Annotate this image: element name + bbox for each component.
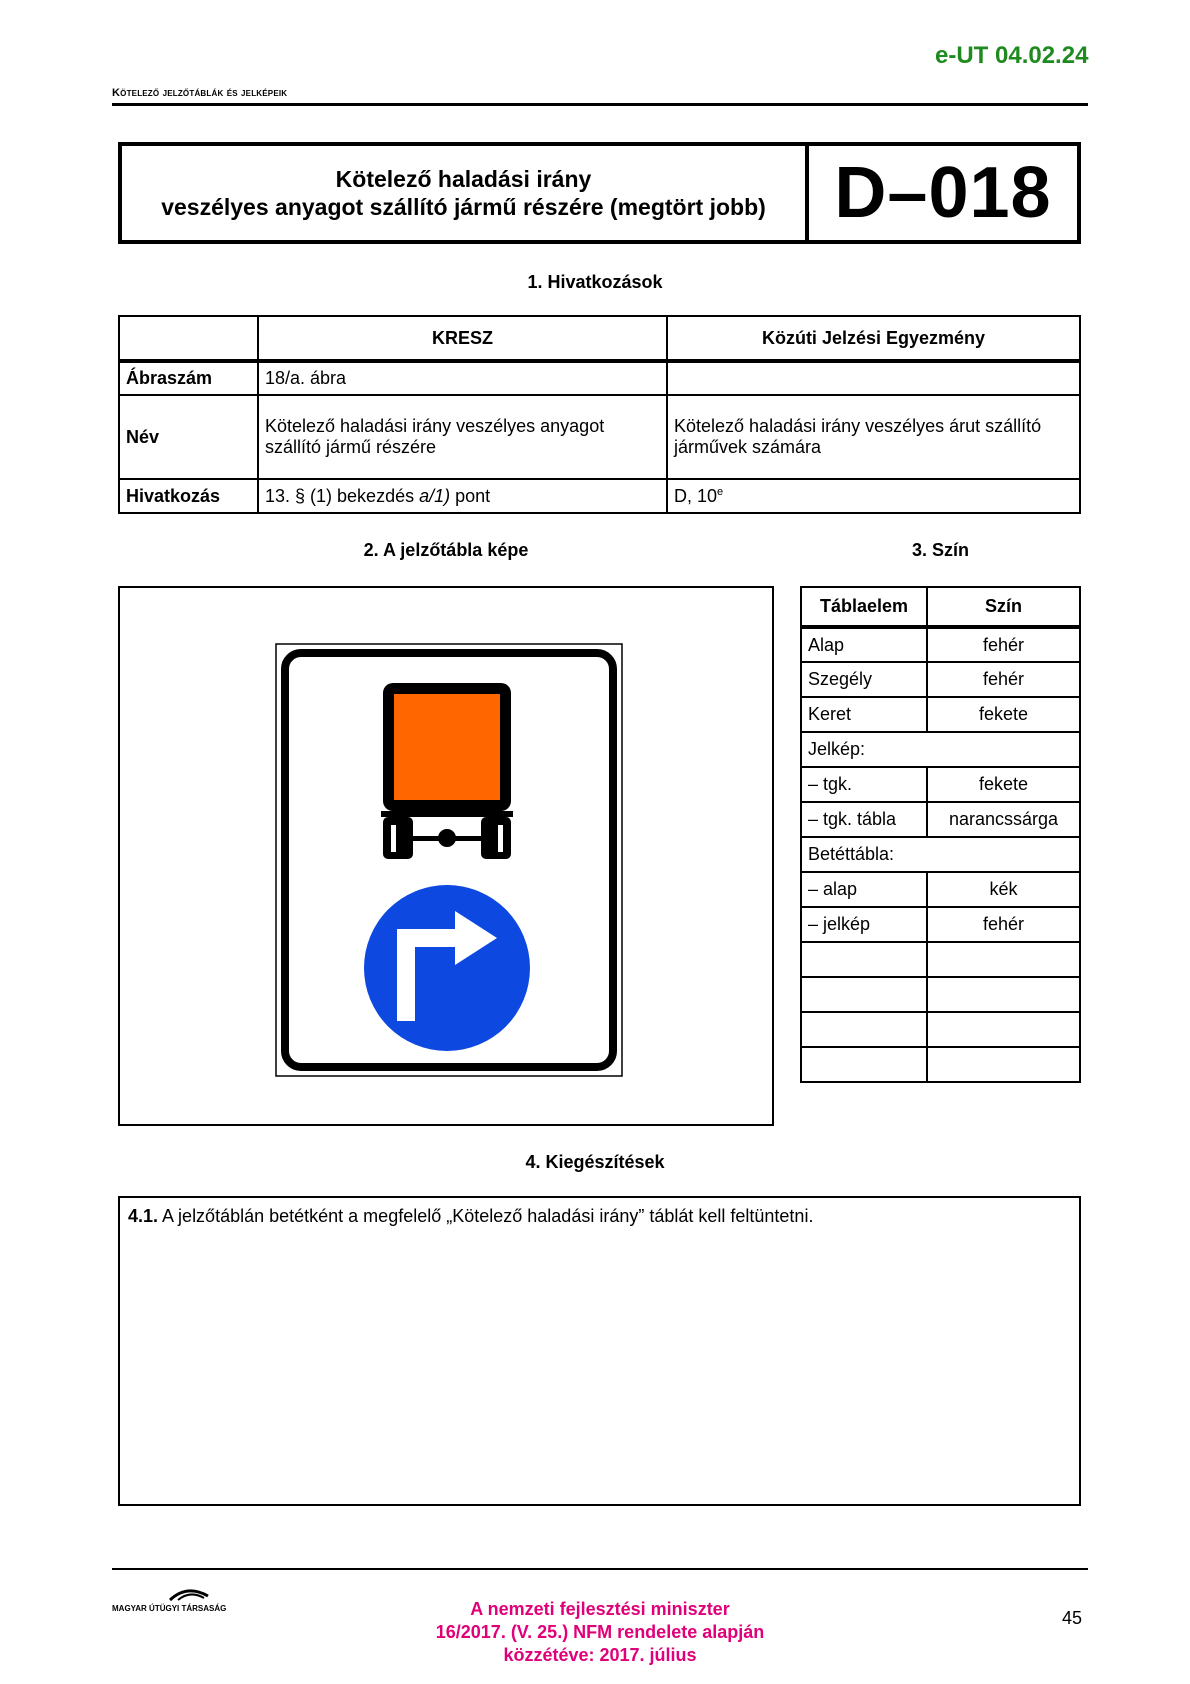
elem-cell: – alap <box>801 872 927 907</box>
logo-road-icon <box>112 1586 272 1614</box>
kje-ref-sup: e <box>717 485 724 498</box>
footer-line-2: 16/2017. (V. 25.) NFM rendelete alapján <box>435 1622 765 1642</box>
header-color: Szín <box>927 587 1080 627</box>
section-2-heading: 2. A jelzőtábla képe <box>363 540 529 560</box>
table-row <box>801 837 1080 872</box>
table-row <box>801 627 1080 662</box>
table-row <box>801 732 1080 767</box>
note-text: A jelzőtáblán betétként a megfelelő „Kötelező haladási irány” táblát kell feltüntetni. <box>158 1206 814 1226</box>
row-label: Név <box>119 395 258 479</box>
header-rule <box>112 103 1088 106</box>
cell-kresz: Kötelező haladási irány veszélyes anyagot szállító jármű részére <box>258 395 667 479</box>
footer-line-3: közzétéve: 2017. július <box>503 1645 697 1665</box>
sign-image <box>275 643 623 1077</box>
elem-cell: – jelkép <box>801 907 927 942</box>
color-cell: kék <box>927 872 1080 907</box>
table-row <box>801 977 1080 1012</box>
table-row <box>119 479 1080 513</box>
color-cell: fehér <box>927 907 1080 942</box>
sign-code: D–018 <box>834 153 1052 233</box>
section-1-heading: 1. Hivatkozások <box>527 272 663 292</box>
elem-cell: Szegély <box>801 662 927 697</box>
title-box <box>118 142 1081 244</box>
truck-rear-icon <box>381 683 513 859</box>
color-cell <box>927 942 1080 977</box>
elem-cell: Keret <box>801 697 927 732</box>
row-label: Ábraszám <box>119 361 258 395</box>
kje-ref: D, 10 <box>674 485 718 506</box>
kresz-ref-pre: 13. § (1) bekezdés <box>265 485 420 506</box>
color-cell: fekete <box>927 767 1080 802</box>
table-header-row <box>119 316 1080 361</box>
footer-logo <box>112 1586 272 1619</box>
table-row <box>801 872 1080 907</box>
table-row <box>801 942 1080 977</box>
orange-panel <box>394 694 500 800</box>
references-table <box>118 315 1081 514</box>
running-title: Kötelező jelzőtáblák és jelképeik <box>112 87 288 99</box>
color-cell: fekete <box>927 697 1080 732</box>
header-empty <box>119 316 258 361</box>
table-row <box>801 1047 1080 1082</box>
header-elem: Táblaelem <box>801 587 927 627</box>
header-kje: Közúti Jelzési Egyezmény <box>667 316 1080 361</box>
elem-cell <box>801 942 927 977</box>
table-row <box>801 662 1080 697</box>
elem-cell: – tgk. tábla <box>801 802 927 837</box>
kresz-ref-italic: a/1) <box>419 485 451 506</box>
logo-text: MAGYAR ÚTÜGYI TÁRSASÁG <box>112 1604 227 1613</box>
cell-kresz <box>258 479 667 513</box>
table-row <box>801 1012 1080 1047</box>
sign-image-box <box>118 586 774 1126</box>
table-row <box>119 395 1080 479</box>
table-row <box>801 697 1080 732</box>
elem-cell <box>801 1047 927 1082</box>
title-line-1: Kötelező haladási irány <box>335 166 592 192</box>
kresz-ref-post: pont <box>450 485 491 506</box>
color-cell <box>927 1047 1080 1082</box>
group-cell: Betéttábla: <box>801 837 1080 872</box>
table-header-row <box>801 587 1080 627</box>
footer-line-1: A nemzeti fejlesztési miniszter <box>470 1599 730 1619</box>
cell-kresz: 18/a. ábra <box>258 361 667 395</box>
table-row <box>801 802 1080 837</box>
footer-rule <box>112 1568 1088 1570</box>
color-cell: narancssárga <box>927 802 1080 837</box>
notes-box <box>118 1196 1081 1506</box>
elem-cell: – tgk. <box>801 767 927 802</box>
color-table <box>800 586 1081 1083</box>
document-id: e-UT 04.02.24 <box>935 42 1089 69</box>
table-row <box>801 907 1080 942</box>
group-cell: Jelkép: <box>801 732 1080 767</box>
note-number: 4.1. <box>128 1206 159 1226</box>
section-3-heading: 3. Szín <box>911 540 969 560</box>
elem-cell <box>801 977 927 1012</box>
table-row <box>119 361 1080 395</box>
color-cell: fehér <box>927 627 1080 662</box>
title-text <box>122 146 809 240</box>
row-label: Hivatkozás <box>119 479 258 513</box>
page-number: 45 <box>1062 1608 1083 1628</box>
footer-publication <box>380 1598 820 1667</box>
cell-kje: Kötelező haladási irány veszélyes árut szállító járművek számára <box>667 395 1080 479</box>
color-cell <box>927 1012 1080 1047</box>
title-line-2: veszélyes anyagot szállító jármű részére (megtört jobb) <box>161 194 766 220</box>
color-cell <box>927 977 1080 1012</box>
cell-kje <box>667 479 1080 513</box>
cell-kje <box>667 361 1080 395</box>
header-kresz: KRESZ <box>258 316 667 361</box>
table-row <box>801 767 1080 802</box>
elem-cell: Alap <box>801 627 927 662</box>
elem-cell <box>801 1012 927 1047</box>
section-4-heading: 4. Kiegészítések <box>525 1152 665 1172</box>
blue-disc <box>364 885 530 1051</box>
color-cell: fehér <box>927 662 1080 697</box>
